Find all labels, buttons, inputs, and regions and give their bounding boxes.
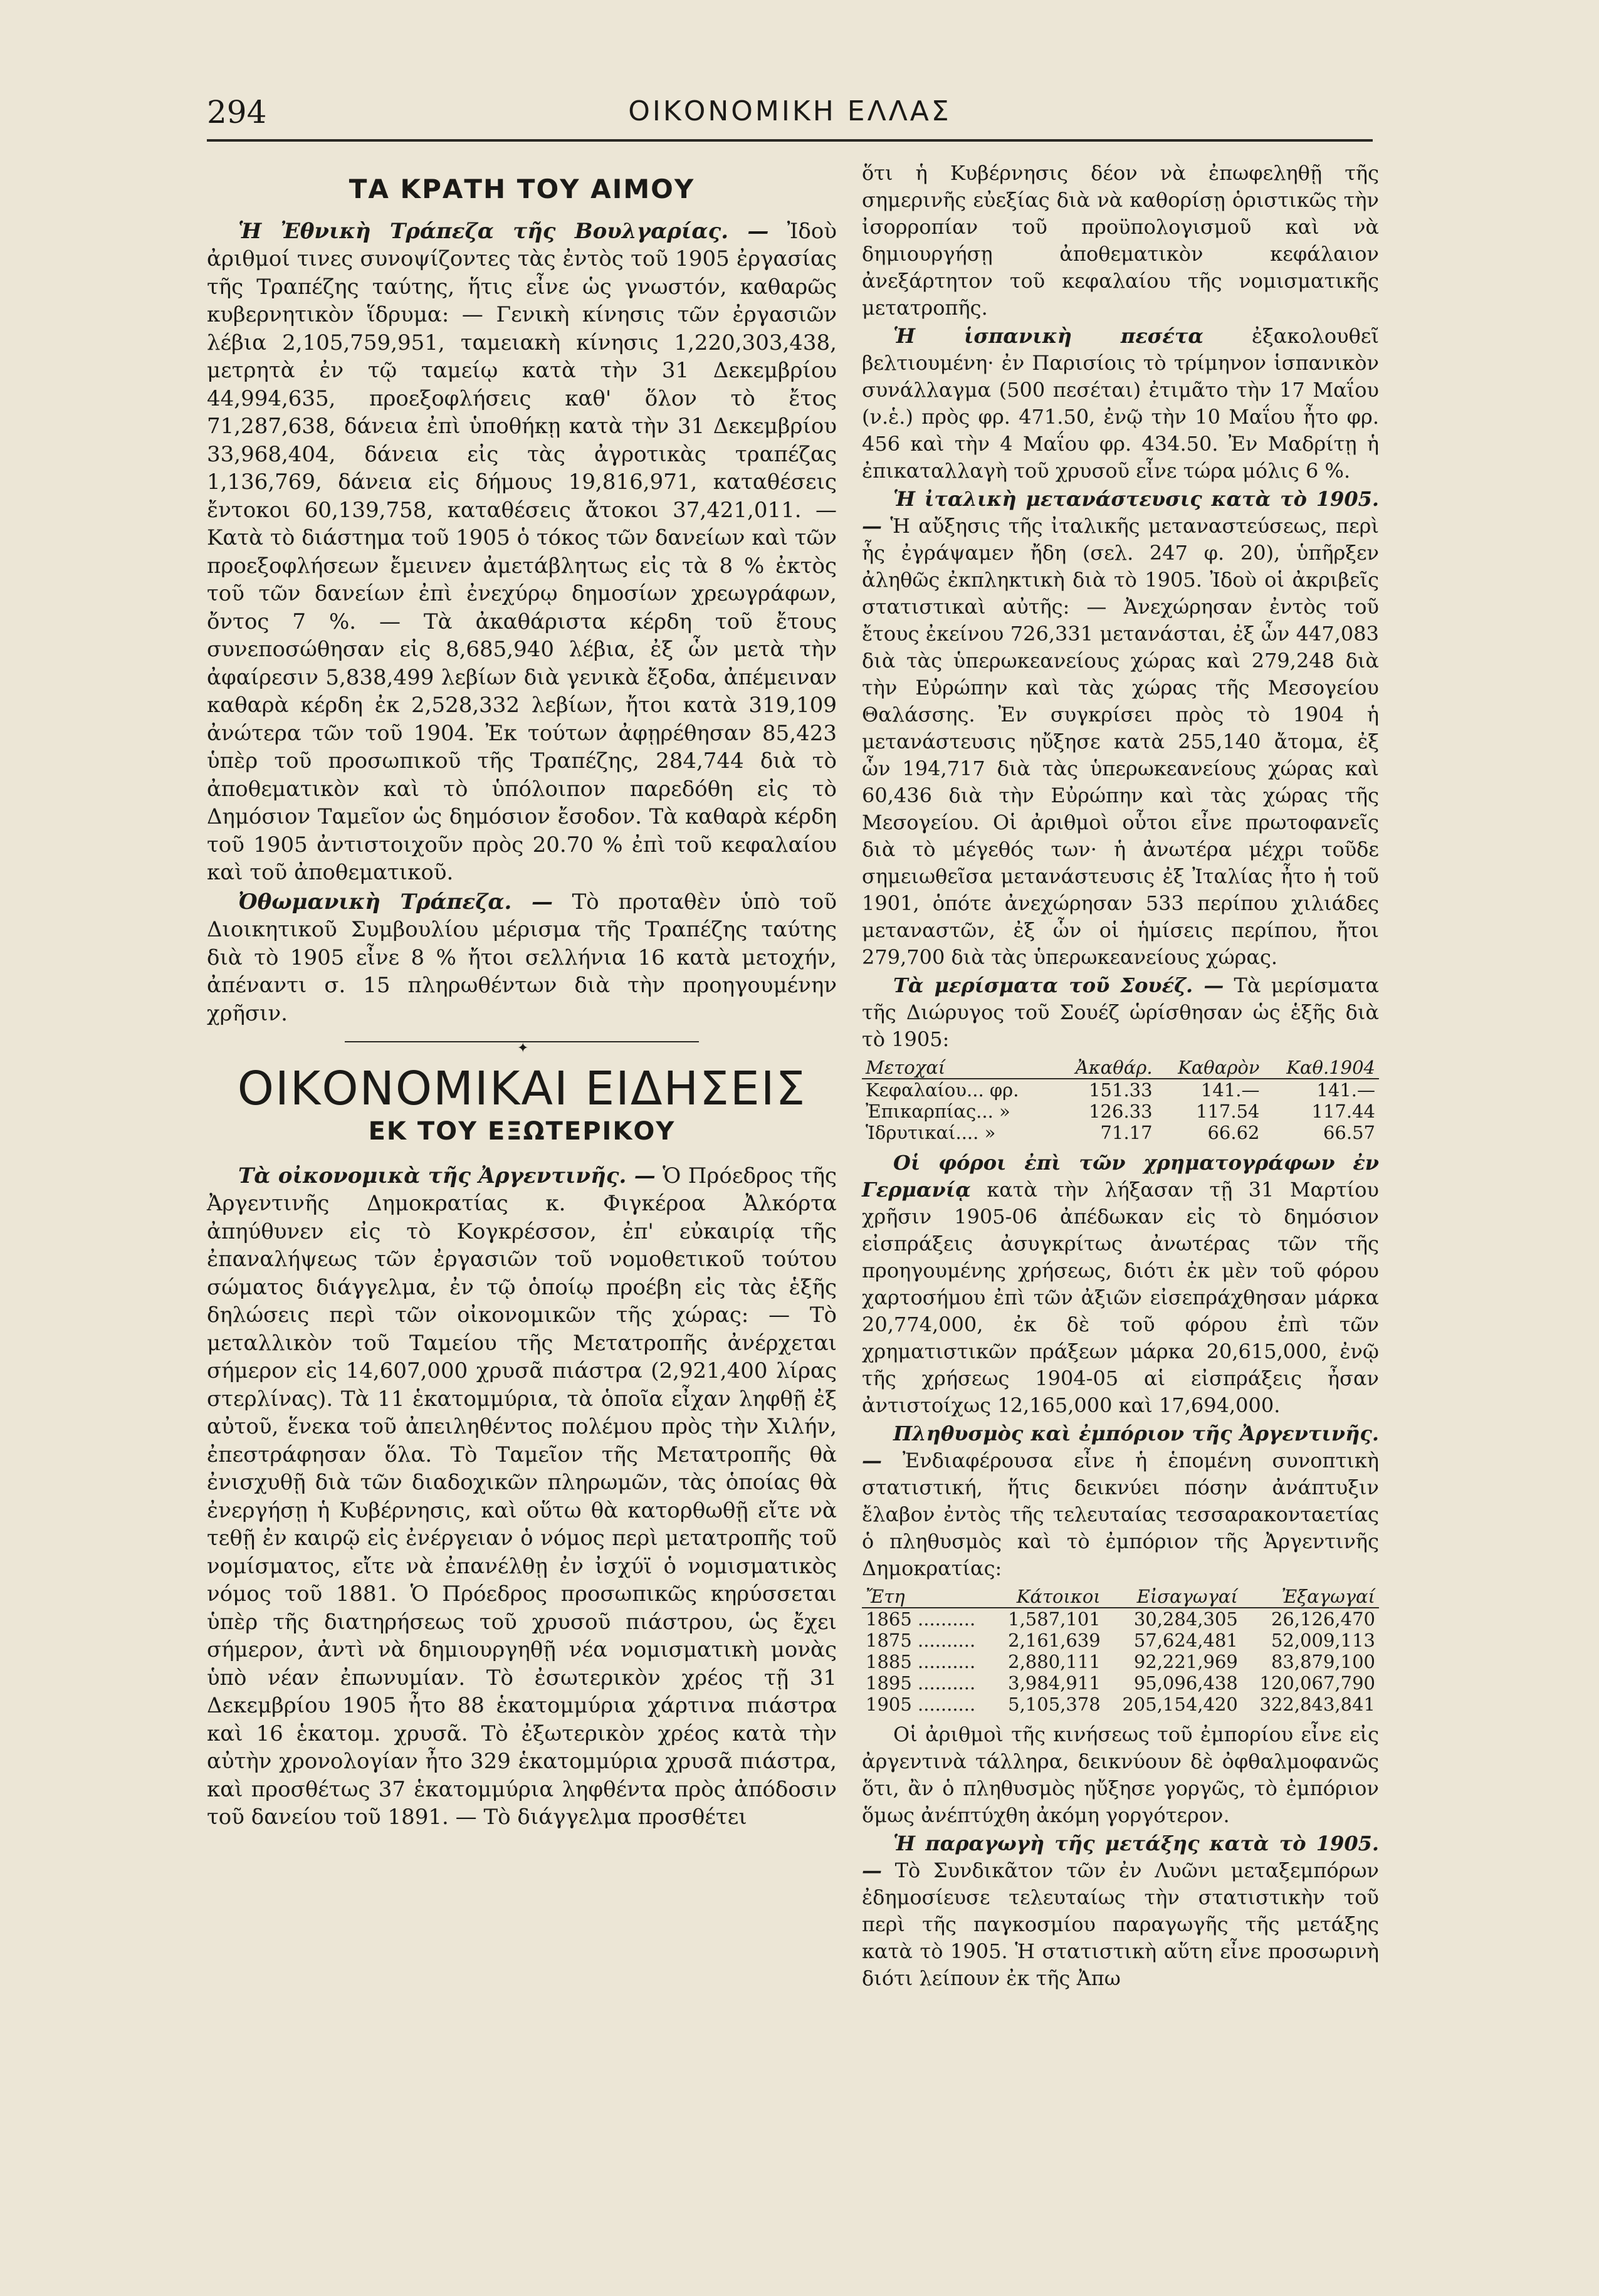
table-cell: 1895 .......... <box>866 1672 976 1694</box>
column-header: Εἰσαγωγαί <box>1136 1586 1238 1607</box>
article-text: ὅτι ἡ Κυβέρνησις δέον νὰ ἐπωφεληθῇ τῆς σημερινῆς εὐεξίας διὰ νὰ καθορίσῃ ὁριστικῶς τὴν ἰσορροπίαν τοῦ προϋπολογισμοῦ καὶ νὰ δημιουργήσῃ ἀποθεματικὸν κεφάλαιον ἀνεξάρτητον τοῦ κεφαλαίου τῆς νομισματικῆς μετατροπῆς. <box>862 161 1379 320</box>
column-header: Κάτοικοι <box>1016 1586 1101 1607</box>
table-row <box>862 1122 1379 1143</box>
suez-dividends-table <box>862 1057 1379 1143</box>
article-suez-dividends <box>862 972 1379 1053</box>
table-header-row <box>862 1057 1379 1079</box>
table-cell: Ἱδρυτικαί.... » <box>866 1122 996 1143</box>
table-cell: 1,587,101 <box>1008 1608 1101 1630</box>
table-cell: 1865 .......... <box>866 1608 976 1630</box>
table-cell: 117.44 <box>1311 1101 1375 1122</box>
table-cell: 5,105,378 <box>1008 1694 1101 1715</box>
table-cell: 120,067,790 <box>1259 1672 1375 1694</box>
article-argentina-finances <box>207 1162 837 1832</box>
article-text: ἐξακολουθεῖ βελτιουμένη· ἐν Παρισίοις τὸ τρίμηνον ἱσπανικὸν συνάλλαγμα (500 πεσέται) ἐτιμᾶτο τὴν 17 Μαΐου (ν.ἑ.) πρὸς φρ. 471.50, ἐνῷ τὴν 10 Μαΐου ἦτο φρ. 456 καὶ τὴν 4 Μαΐου φρ. 434.50. Ἐν Μαδρίτῃ ἡ ἐπικαταλλαγὴ τοῦ χρυσοῦ εἶνε τώρα μόλις 6 %. <box>862 324 1380 483</box>
table-cell: 3,984,911 <box>1008 1672 1101 1694</box>
article-ottoman-bank <box>207 888 837 1028</box>
page-number: 294 <box>207 94 267 130</box>
column-header: Καθαρὸν <box>1178 1057 1260 1078</box>
column-header: Μετοχαί <box>866 1057 946 1078</box>
argentina-statistics-table <box>862 1586 1379 1715</box>
article-bulgarian-bank <box>207 218 837 887</box>
article-text: Τὸ Συνδικᾶτον τῶν ἐν Λυῶνι μεταξεμπόρων ἐδημοσίευσε τελευταίως τὴν στατιστικὴν τοῦ περὶ τῆς παγκοσμίου παραγωγῆς τῆς μετάξης κατὰ τὸ 1905. Ἡ στατιστικὴ αὕτη εἶνε προσωρινὴ διότι λείπουν ἐκ τῆς Ἀπω <box>862 1858 1379 1990</box>
table-cell: 117.54 <box>1196 1101 1260 1122</box>
article-argentina-continued <box>862 160 1379 322</box>
article-text: Ἐνδιαφέρουσα εἶνε ἡ ἑπομένη συνοπτικὴ στατιστική, ἥτις δεικνύει πόσην ἀνάπτυξιν ἔλαβον ἐντὸς τῆς τελευταίας τεσσαρακονταετίας ὁ πληθυσμὸς καὶ τὸ ἐμπόριον τῆς Ἀργεντινῆς Δημοκρατίας: <box>862 1449 1379 1580</box>
header-rule <box>207 139 1373 142</box>
table-row <box>862 1694 1379 1715</box>
table-cell: 141.— <box>1316 1079 1375 1101</box>
table-cell: 71.17 <box>1100 1122 1153 1143</box>
divider-ornament-icon: ✦ <box>517 1041 529 1056</box>
table-row <box>862 1672 1379 1694</box>
column-header: Καθ.1904 <box>1286 1057 1375 1078</box>
column-header: Ἐξαγωγαί <box>1281 1586 1375 1607</box>
article-lead: Ἡ παραγωγὴ τῆς μετάξης κατὰ τὸ 1905. — <box>862 1832 1379 1882</box>
article-text: Ἡ αὔξησις τῆς ἰταλικῆς μεταναστεύσεως, περὶ ἧς ἐγράψαμεν ἤδη (σελ. 247 φ. 20), ὑπῆρξεν ἀληθῶς ἐκπληκτικὴ διὰ τὸ 1905. Ἰδοὺ οἱ ἀκριβεῖς στατιστικαὶ αὐτῆς: — Ἀνεχώρησαν ἐντὸς τοῦ ἔτους ἐκείνου 726,331 μετανάσται, ἐξ ὧν 447,083 διὰ τὰς ὑπερωκεανείους χώρας καὶ 279,248 διὰ τὴν Εὐρώπην καὶ τὰς χώρας τῆς Μεσογείου Θαλάσσης. Ἐν συγκρίσει πρὸς τὸ 1904 ἡ μετανάστευσις ηὔξησε κατὰ 255,140 ἄτομα, ἐξ ὧν 194,717 διὰ τὰς ὑπερωκεανείους χώρας καὶ 60,436 διὰ τὴν Εὐρώπην καὶ τὰς χώρας τῆς Μεσογείου. Οἱ ἀριθμοὶ οὗτοι εἶνε πρωτοφανεῖς διὰ τὸ μέγεθός των· ἡ ἀνωτέρα μέχρι τοῦδε σημειωθεῖσα μετανάστευσις ἐξ Ἰταλίας ἦτο ἡ τοῦ 1901, ὁπότε ἀνεχώρησαν 533 περίπου χιλιάδες μεταναστῶν, ἐξ ὧν οἱ ἡμίσεις περίπου, ἤτοι 279,700 διὰ τὰς ὑπερωκεανείους χώρας. <box>862 514 1379 969</box>
article-lead: Ἡ Ἐθνικὴ Τράπεζα τῆς Βουλγαρίας. — <box>238 218 769 244</box>
article-lead: Οἱ φόροι ἐπὶ τῶν χρηματογράφων ἐν Γερμανίᾳ <box>862 1151 1379 1202</box>
table-cell: 322,843,841 <box>1259 1694 1375 1715</box>
article-german-securities-tax <box>862 1150 1379 1419</box>
table-cell: Κεφαλαίου... φρ. <box>866 1079 1019 1101</box>
table-cell: 26,126,470 <box>1271 1608 1375 1630</box>
table-cell: 66.57 <box>1323 1122 1375 1143</box>
article-text: Τὸ προταθὲν ὑπὸ τοῦ Διοικητικοῦ Συμβουλίου μέρισμα τῆς Τραπέζης ταύτης διὰ τὸ 1905 εἶνε 8 % ἤτοι σελλήνια 16 κατὰ μετοχήν, ἀπέναντι σ. 15 πληρωθέντων διὰ τὴν προηγουμένην χρῆσιν. <box>207 889 837 1026</box>
table-cell: 1905 .......... <box>866 1694 976 1715</box>
article-lead: Τὰ μερίσματα τοῦ Σουέζ. — <box>893 973 1224 997</box>
running-head <box>207 94 1373 132</box>
article-silk-production <box>862 1830 1379 1992</box>
running-title: ΟΙΚΟΝΟΜΙΚΗ ΕΛΛΑΣ <box>628 95 952 127</box>
table-header-row <box>862 1586 1379 1608</box>
subheading-from-abroad: ΕΚ ΤΟΥ ΕΞΩΤΕΡΙΚΟΥ <box>368 1117 676 1146</box>
article-lead: Ἡ ἰταλικὴ μετανάστευσις κατὰ τὸ 1905. — <box>862 487 1379 538</box>
table-cell: Ἐπικαρπίας... » <box>866 1101 1010 1122</box>
article-argentina-population-trade <box>862 1420 1379 1582</box>
table-row <box>862 1079 1379 1101</box>
article-lead: Ἡ ἱσπανικὴ πεσέτα <box>893 324 1203 348</box>
article-spanish-peseta <box>862 323 1379 485</box>
section-divider <box>207 1032 837 1056</box>
article-text: Ὁ Πρόεδρος τῆς Ἀργεντινῆς Δημοκρατίας κ. Φιγκέροα Ἀλκόρτα ἀπηύθυνεν εἰς τὸ Κογκρέσσον, ἐπ' εὐκαιρίᾳ τῆς ἐπαναλήψεως τῶν ἐργασιῶν τοῦ νομοθετικοῦ τούτου σώματος διάγγελμα, ἐν τῷ ὁποίῳ προέβη εἰς τὰς ἑξῆς δηλώσεις περὶ τῶν οἰκονομικῶν τῆς χώρας: — Τὸ μεταλλικὸν τοῦ Ταμείου τῆς Μετατροπῆς ἀνέρχεται σήμερον εἰς 14,607,000 χρυσᾶ πιάστρα (2,921,400 λίρας στερλίνας). Τὰ 11 ἑκατομμύρια, τὰ ὁποῖα εἶχαν ληφθῇ ἐξ αὐτοῦ, ἕνεκα τοῦ ἀπειληθέντος πολέμου πρὸς τὴν Χιλήν, ἐπεστράφησαν ὅλα. Τὸ Ταμεῖον τῆς Μετατροπῆς θὰ ἐνισχυθῇ διὰ τῶν διαδοχικῶν πληρωμῶν, τὰς ὁποίας θὰ ἐνεργήσῃ ἡ Κυβέρνησις, καὶ οὕτω θὰ κατορθωθῇ εἴτε νὰ τεθῇ ἐν καιρῷ εἰς ἐνέργειαν ὁ νόμος περὶ μετατροπῆς τοῦ νομίσματος, εἴτε νὰ ἐπανέλθῃ ἐν ἰσχύϊ ὁ νομισματικὸς νόμος τοῦ 1881. Ὁ Πρόεδρος προσωπικῶς κηρύσσεται ὑπὲρ τῆς διατηρήσεως τοῦ χρυσοῦ πιάστρου, ὡς ἔχει σήμερον, ἀντὶ νὰ δημιουργηθῇ νέα νομισματικὴ μονὰς ὑπὸ νέαν ἐπωνυμίαν. Τὸ ἐσωτερικὸν χρέος τῇ 31 Δεκεμβρίου 1905 ἦτο 88 ἑκατομμύρια χάρτινα πιάστρα καὶ 16 ἑκατομ. χρυσᾶ. Τὸ ἐξωτερικὸν χρέος κατὰ τὴν αὐτὴν χρονολογίαν ἦτο 329 ἑκατομμύρια χρυσᾶ πιάστρα, καὶ προσθέτως 37 ἑκατομμύρια ληφθέντα πρὸς ἀπόδοσιν τοῦ δανείου τοῦ 1891. — Τὸ διάγγελμα προσθέτει <box>207 1163 837 1830</box>
article-lead: Ὀθωμανικὴ Τράπεζα. — <box>238 889 553 915</box>
article-text: κατὰ τὴν λήξασαν τῇ 31 Μαρτίου χρῆσιν 1905-06 ἀπέδωκαν εἰς τὸ δημόσιον εἰσπράξεις ἀσυγκρίτως ἀνωτέρας τῶν τῆς προηγουμένης χρήσεως, διότι ἐκ μὲν τοῦ φόρου χαρτοσήμου ἐπὶ τῶν ἀξιῶν εἰσεπράχθησαν μάρκα 20,774,000, ἐκ δὲ τοῦ φόρου ἐπὶ τῶν χρηματιστικῶν πράξεων μάρκα 20,615,000, ἐνῷ τῆς χρήσεως 1904-05 αἱ εἰσπράξεις ἦσαν ἀντιστοίχως 12,165,000 καὶ 17,694,000. <box>862 1178 1379 1417</box>
article-argentina-commentary <box>862 1721 1379 1829</box>
table-cell: 57,624,481 <box>1133 1630 1238 1651</box>
table-cell: 30,284,305 <box>1133 1608 1238 1630</box>
table-cell: 66.62 <box>1207 1122 1260 1143</box>
left-column <box>207 157 837 1832</box>
article-text: Ἰδοὺ ἀριθμοί τινες συνοψίζοντες τὰς ἐντὸς τοῦ 1905 ἐργασίας τῆς Τραπέζης ταύτης, ἥτις εἶνε ὡς γνωστόν, καθαρῶς κυβερνητικὸν ἵδρυμα: — Γενικὴ κίνησις τῶν ἐργασιῶν λέβια 2,105,759,951, ταμειακὴ κίνησις 1,220,303,438, μετρητὰ ἐν τῷ ταμείῳ κατὰ τὴν 31 Δεκεμβρίου 44,994,635, προεξοφλήσεις καθ' ὅλον τὸ ἔτος 71,287,638, δάνεια ἐπὶ ὑποθήκῃ κατὰ τὴν 31 Δεκεμβρίου 33,968,404, δάνεια εἰς τὰς ἀγροτικὰς τραπέζας 1,136,769, δάνεια εἰς δήμους 19,816,971, καταθέσεις ἔντοκοι 60,139,758, καταθέσεις ἄτοκοι 37,421,011. — Κατὰ τὸ διάστημα τοῦ 1905 ὁ τόκος τῶν δανείων καὶ τῶν προεξοφλήσεων ἔμεινεν ἀμετάβλητως εἰς τὰ 8 % ἐκτὸς τοῦ τῶν δανείων ἐπὶ ἐνεχύρῳ δημοσίων χρεωγράφων, ὄντος 7 %. — Τὰ ἀκαθάριστα κέρδη τοῦ ἔτους συνεποσώθησαν εἰς 8,685,940 λέβια, ἐξ ὧν μετὰ τὴν ἀφαίρεσιν 5,838,499 λεβίων διὰ γενικὰ ἔξοδα, ἀπέμειναν καθαρὰ κέρδη ἐκ 2,528,332 λεβίων, ἤτοι κατὰ 319,109 ἀνώτερα τῶν τοῦ 1904. Ἐκ τούτων ἀφῃρέθησαν 85,423 ὑπὲρ τοῦ προσωπικοῦ τῆς Τραπέζης, 284,744 διὰ τὸ ἀποθεματικὸν καὶ τὸ ὑπόλοιπον παρεδόθη εἰς τὸ Δημόσιον Ταμεῖον ὡς δημόσιον ἔσοδον. Τὰ καθαρὰ κέρδη τοῦ 1905 ἀντιστοιχοῦν πρὸς 20.70 % ἐπὶ τοῦ κεφαλαίου καὶ τοῦ ἀποθεματικοῦ. <box>207 218 837 885</box>
right-column <box>862 160 1379 1992</box>
table-cell: 2,161,639 <box>1008 1630 1101 1651</box>
table-cell: 1885 .......... <box>866 1651 976 1672</box>
column-header: Ἀκαθάρ. <box>1075 1057 1153 1078</box>
heading-financial-news: ΟΙΚΟΝΟΜΙΚΑΙ ΕΙΔΗΣΕΙΣ <box>237 1062 807 1116</box>
article-text: Τὰ μερίσματα τῆς Διώρυγος τοῦ Σουέζ ὡρίσθησαν ὡς ἑξῆς διὰ τὸ 1905: <box>862 973 1380 1051</box>
table-cell: 95,096,438 <box>1133 1672 1238 1694</box>
article-text: Οἱ ἀριθμοὶ τῆς κινήσεως τοῦ ἐμπορίου εἶνε εἰς ἀργεντινὰ τάλληρα, δεικνύουν δὲ ὀφθαλμοφανῶς ὅτι, ἂν ὁ πληθυσμὸς ηὔξησε γοργῶς, τὸ ἐμπόριον ὅμως ἀνέπτύχθη ἀκόμη γοργότερον. <box>862 1722 1379 1827</box>
table-cell: 2,880,111 <box>1008 1651 1101 1672</box>
table-cell: 126.33 <box>1089 1101 1153 1122</box>
table-cell: 92,221,969 <box>1133 1651 1238 1672</box>
table-row <box>862 1101 1379 1122</box>
table-cell: 1875 .......... <box>866 1630 976 1651</box>
table-row <box>862 1608 1379 1630</box>
table-cell: 52,009,113 <box>1271 1630 1375 1651</box>
table-row <box>862 1630 1379 1651</box>
table-cell: 83,879,100 <box>1271 1651 1375 1672</box>
section-title-balkan-states: ΤΑ ΚΡΑΤΗ ΤΟΥ ΑΙΜΟΥ <box>349 174 695 204</box>
article-italian-emigration <box>862 486 1379 971</box>
table-cell: 205,154,420 <box>1122 1694 1238 1715</box>
article-lead: Πληθυσμὸς καὶ ἐμπόριον τῆς Ἀργεντινῆς. — <box>862 1422 1379 1472</box>
table-cell: 141.— <box>1200 1079 1260 1101</box>
table-row <box>862 1651 1379 1672</box>
article-lead: Τὰ οἰκονομικὰ τῆς Ἀργεντινῆς. — <box>238 1163 656 1188</box>
table-cell: 151.33 <box>1089 1079 1153 1101</box>
column-header: Ἔτη <box>866 1586 905 1607</box>
